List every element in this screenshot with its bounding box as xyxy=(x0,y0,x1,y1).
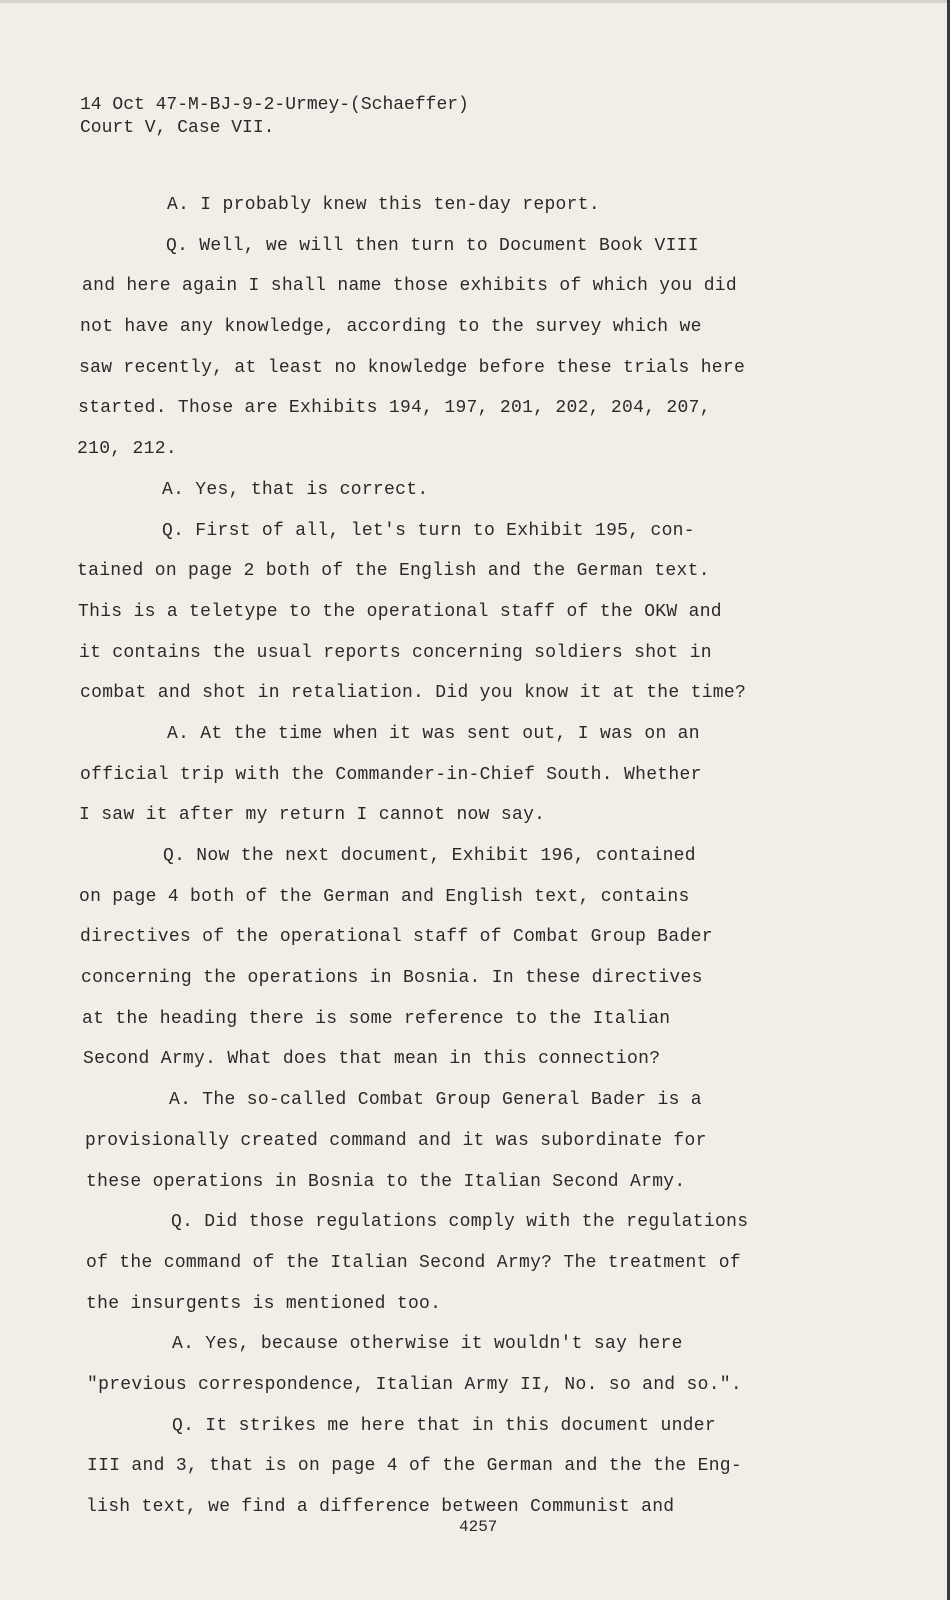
transcript-line: tained on page 2 both of the English and the German text. xyxy=(77,561,710,582)
transcript-line: of the command of the Italian Second Army? The treatment of xyxy=(86,1252,742,1273)
transcript-line: Q. It strikes me here that in this document under xyxy=(172,1415,716,1436)
document-header xyxy=(80,94,469,140)
transcript-line: at the heading there is some reference to the Italian xyxy=(82,1008,671,1029)
transcript-line: saw recently, at least no knowledge before these trials here xyxy=(79,357,746,378)
transcript-line: Second Army. What does that mean in this connection? xyxy=(83,1049,661,1070)
transcript-line: Q. Well, we will then turn to Document Book VIII xyxy=(166,235,699,256)
transcript-line: combat and shot in retaliation. Did you know it at the time? xyxy=(80,683,747,704)
page-top-edge xyxy=(0,0,950,3)
transcript-line: A. Yes, that is correct. xyxy=(162,479,429,500)
transcript-line: directives of the operational staff of Combat Group Bader xyxy=(80,927,713,948)
transcript-body xyxy=(77,193,842,1536)
transcript-line: A. The so-called Combat Group General Bader is a xyxy=(169,1090,702,1111)
transcript-line: started. Those are Exhibits 194, 197, 201, 202, 204, 207, xyxy=(78,398,711,419)
transcript-line: Q. First of all, let's turn to Exhibit 195, con- xyxy=(162,520,695,541)
transcript-line: provisionally created command and it was subordinate for xyxy=(85,1130,707,1151)
transcript-line: on page 4 both of the German and English text, contains xyxy=(79,886,690,907)
transcript-line: A. Yes, because otherwise it wouldn't say here xyxy=(172,1334,683,1355)
transcript-line: the insurgents is mentioned too. xyxy=(86,1293,442,1314)
transcript-line: official trip with the Commander-in-Chief South. Whether xyxy=(80,764,702,785)
transcript-line: it contains the usual reports concerning soldiers shot in xyxy=(79,642,712,663)
header-line-2: Court V, Case VII. xyxy=(80,118,275,138)
transcript-line: Q. Did those regulations comply with the regulations xyxy=(171,1212,749,1233)
transcript-line: A. At the time when it was sent out, I was on an xyxy=(167,723,700,744)
page-number: 4257 xyxy=(459,1518,498,1536)
transcript-line: III and 3, that is on page 4 of the German and the the Eng- xyxy=(87,1456,743,1477)
transcript-line: This is a teletype to the operational staff of the OKW and xyxy=(78,601,722,622)
transcript-line: not have any knowledge, according to the survey which we xyxy=(80,317,702,338)
transcript-line: and here again I shall name those exhibits of which you did xyxy=(82,276,738,297)
transcript-line: concerning the operations in Bosnia. In these directives xyxy=(81,968,703,989)
transcript-line: "previous correspondence, Italian Army II, No. so and so.". xyxy=(87,1374,743,1395)
transcript-line: these operations in Bosnia to the Italian Second Army. xyxy=(86,1171,686,1192)
header-line-1: 14 Oct 47-M-BJ-9-2-Urmey-(Schaeffer) xyxy=(80,95,469,115)
transcript-line: A. I probably knew this ten-day report. xyxy=(167,195,600,215)
transcript-line: lish text, we find a difference between Communist and xyxy=(86,1497,675,1517)
transcript-line: Q. Now the next document, Exhibit 196, contained xyxy=(163,846,696,866)
transcript-line: I saw it after my return I cannot now say. xyxy=(79,805,546,826)
transcript-line: 210, 212. xyxy=(77,439,177,460)
